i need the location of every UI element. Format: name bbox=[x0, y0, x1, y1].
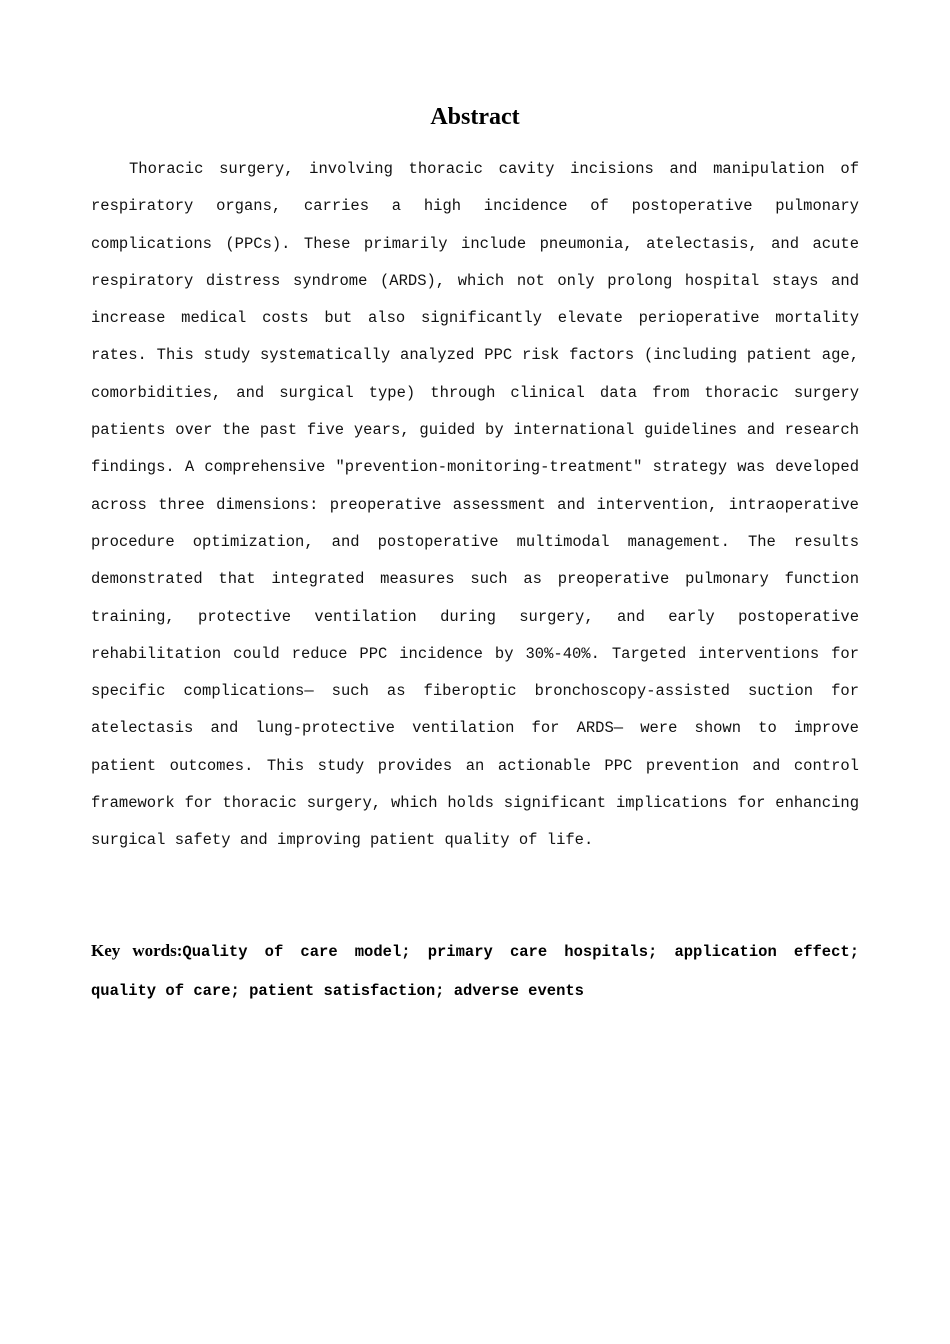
keywords-label: Key words: bbox=[91, 941, 183, 960]
abstract-title: Abstract bbox=[430, 104, 520, 130]
keywords-paragraph bbox=[91, 932, 859, 1010]
abstract-body: Thoracic surgery, involving thoracic cavity incisions and manipulation of respiratory organs, carries a high incidence of postoperative pulmonary complications (PPCs). These primarily include pneumonia, atelectasis, and acute respiratory distress syndrome (ARDS), which not only prolong hospital stays and increase medical costs but also significantly elevate perioperative mortality rates. This study systematically analyzed PPC risk factors (including patient age, comorbidities, and surgical type) through clinical data from thoracic surgery patients over the past five years, guided by international guidelines and research findings. A comprehensive ″prevention-monitoring-treatment″ strategy was developed across three dimensions: preoperative assessment and intervention, intraoperative procedure optimization, and postoperative multimodal management. The results demonstrated that integrated measures such as preoperative pulmonary function training, protective ventilation during surgery, and early postoperative rehabilitation could reduce PPC incidence by 30%-40%. Targeted interventions for specific complications— such as fiberoptic bronchoscopy-assisted suction for atelectasis and lung-protective ventilation for ARDS— were shown to improve patient outcomes. This study provides an actionable PPC prevention and control framework for thoracic surgery, which holds significant implications for enhancing surgical safety and improving patient quality of life. bbox=[91, 160, 859, 850]
keywords-text: Quality of care model; primary care hospitals; application effect; quality of care; patient satisfaction; adverse events bbox=[91, 943, 860, 1000]
